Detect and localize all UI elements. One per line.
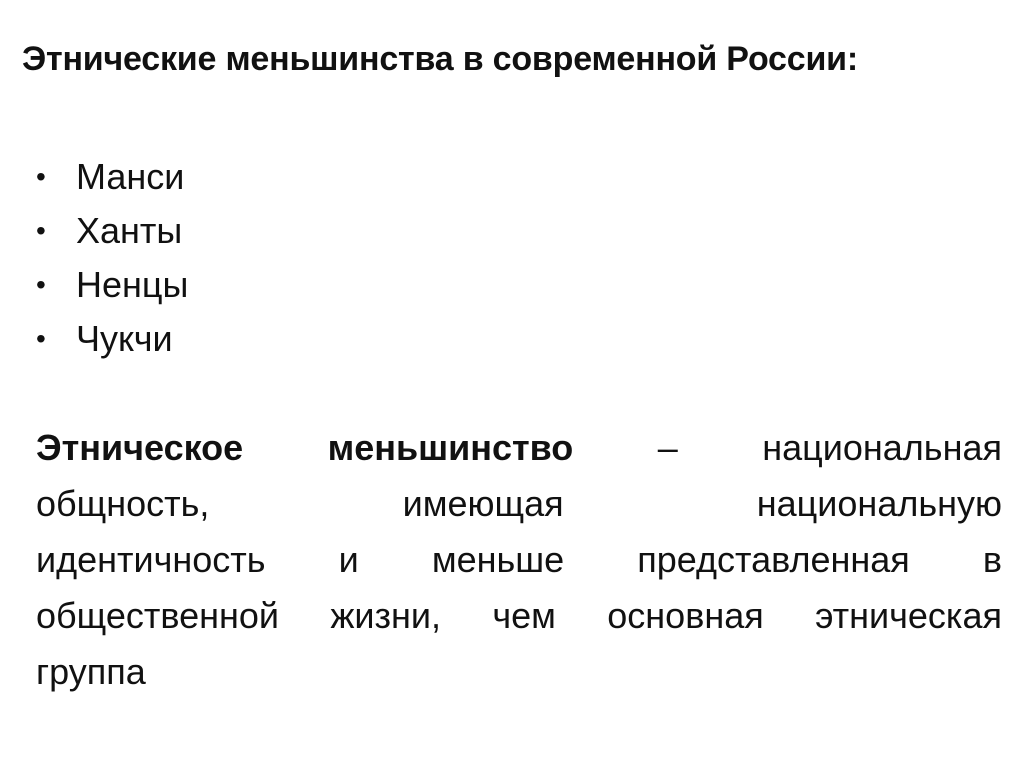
bullet-icon: • xyxy=(36,323,46,354)
definition-paragraph xyxy=(36,420,1002,700)
list-item xyxy=(36,312,188,366)
list-item-label: Манси xyxy=(76,156,185,197)
definition-word: в xyxy=(982,539,1002,580)
definition-line xyxy=(36,644,1002,700)
list-item-label: Ханты xyxy=(76,210,183,251)
definition-word: идентичность xyxy=(36,539,266,580)
definition-word: жизни, xyxy=(330,595,442,636)
definition-word: группа xyxy=(36,651,146,692)
ethnic-minorities-list xyxy=(36,150,188,366)
definition-word: общность, xyxy=(36,483,210,524)
definition-word: чем xyxy=(492,595,556,636)
definition-line xyxy=(36,532,1002,588)
definition-word: имеющая xyxy=(402,483,564,524)
definition-word: национальная xyxy=(762,427,1002,468)
definition-word: представленная xyxy=(637,539,910,580)
definition-word: и xyxy=(338,539,359,580)
list-item-label: Чукчи xyxy=(76,318,173,359)
definition-word: общественной xyxy=(36,595,279,636)
slide-title: Этнические меньшинства в современной России: xyxy=(22,40,859,78)
definition-word: меньше xyxy=(431,539,565,580)
definition-term-word: Этническое xyxy=(36,427,244,468)
definition-word: основная xyxy=(607,595,764,636)
definition-word: национальную xyxy=(756,483,1002,524)
bullet-icon: • xyxy=(36,161,46,192)
definition-term-word: меньшинство xyxy=(327,427,574,468)
definition-line xyxy=(36,588,1002,644)
list-item-label: Ненцы xyxy=(76,264,189,305)
list-item xyxy=(36,204,188,258)
list-item xyxy=(36,150,188,204)
list-item xyxy=(36,258,188,312)
definition-line xyxy=(36,420,1002,476)
definition-word: этническая xyxy=(815,595,1002,636)
bullet-icon: • xyxy=(36,215,46,246)
definition-dash: – xyxy=(657,427,678,468)
bullet-icon: • xyxy=(36,269,46,300)
definition-line xyxy=(36,476,1002,532)
